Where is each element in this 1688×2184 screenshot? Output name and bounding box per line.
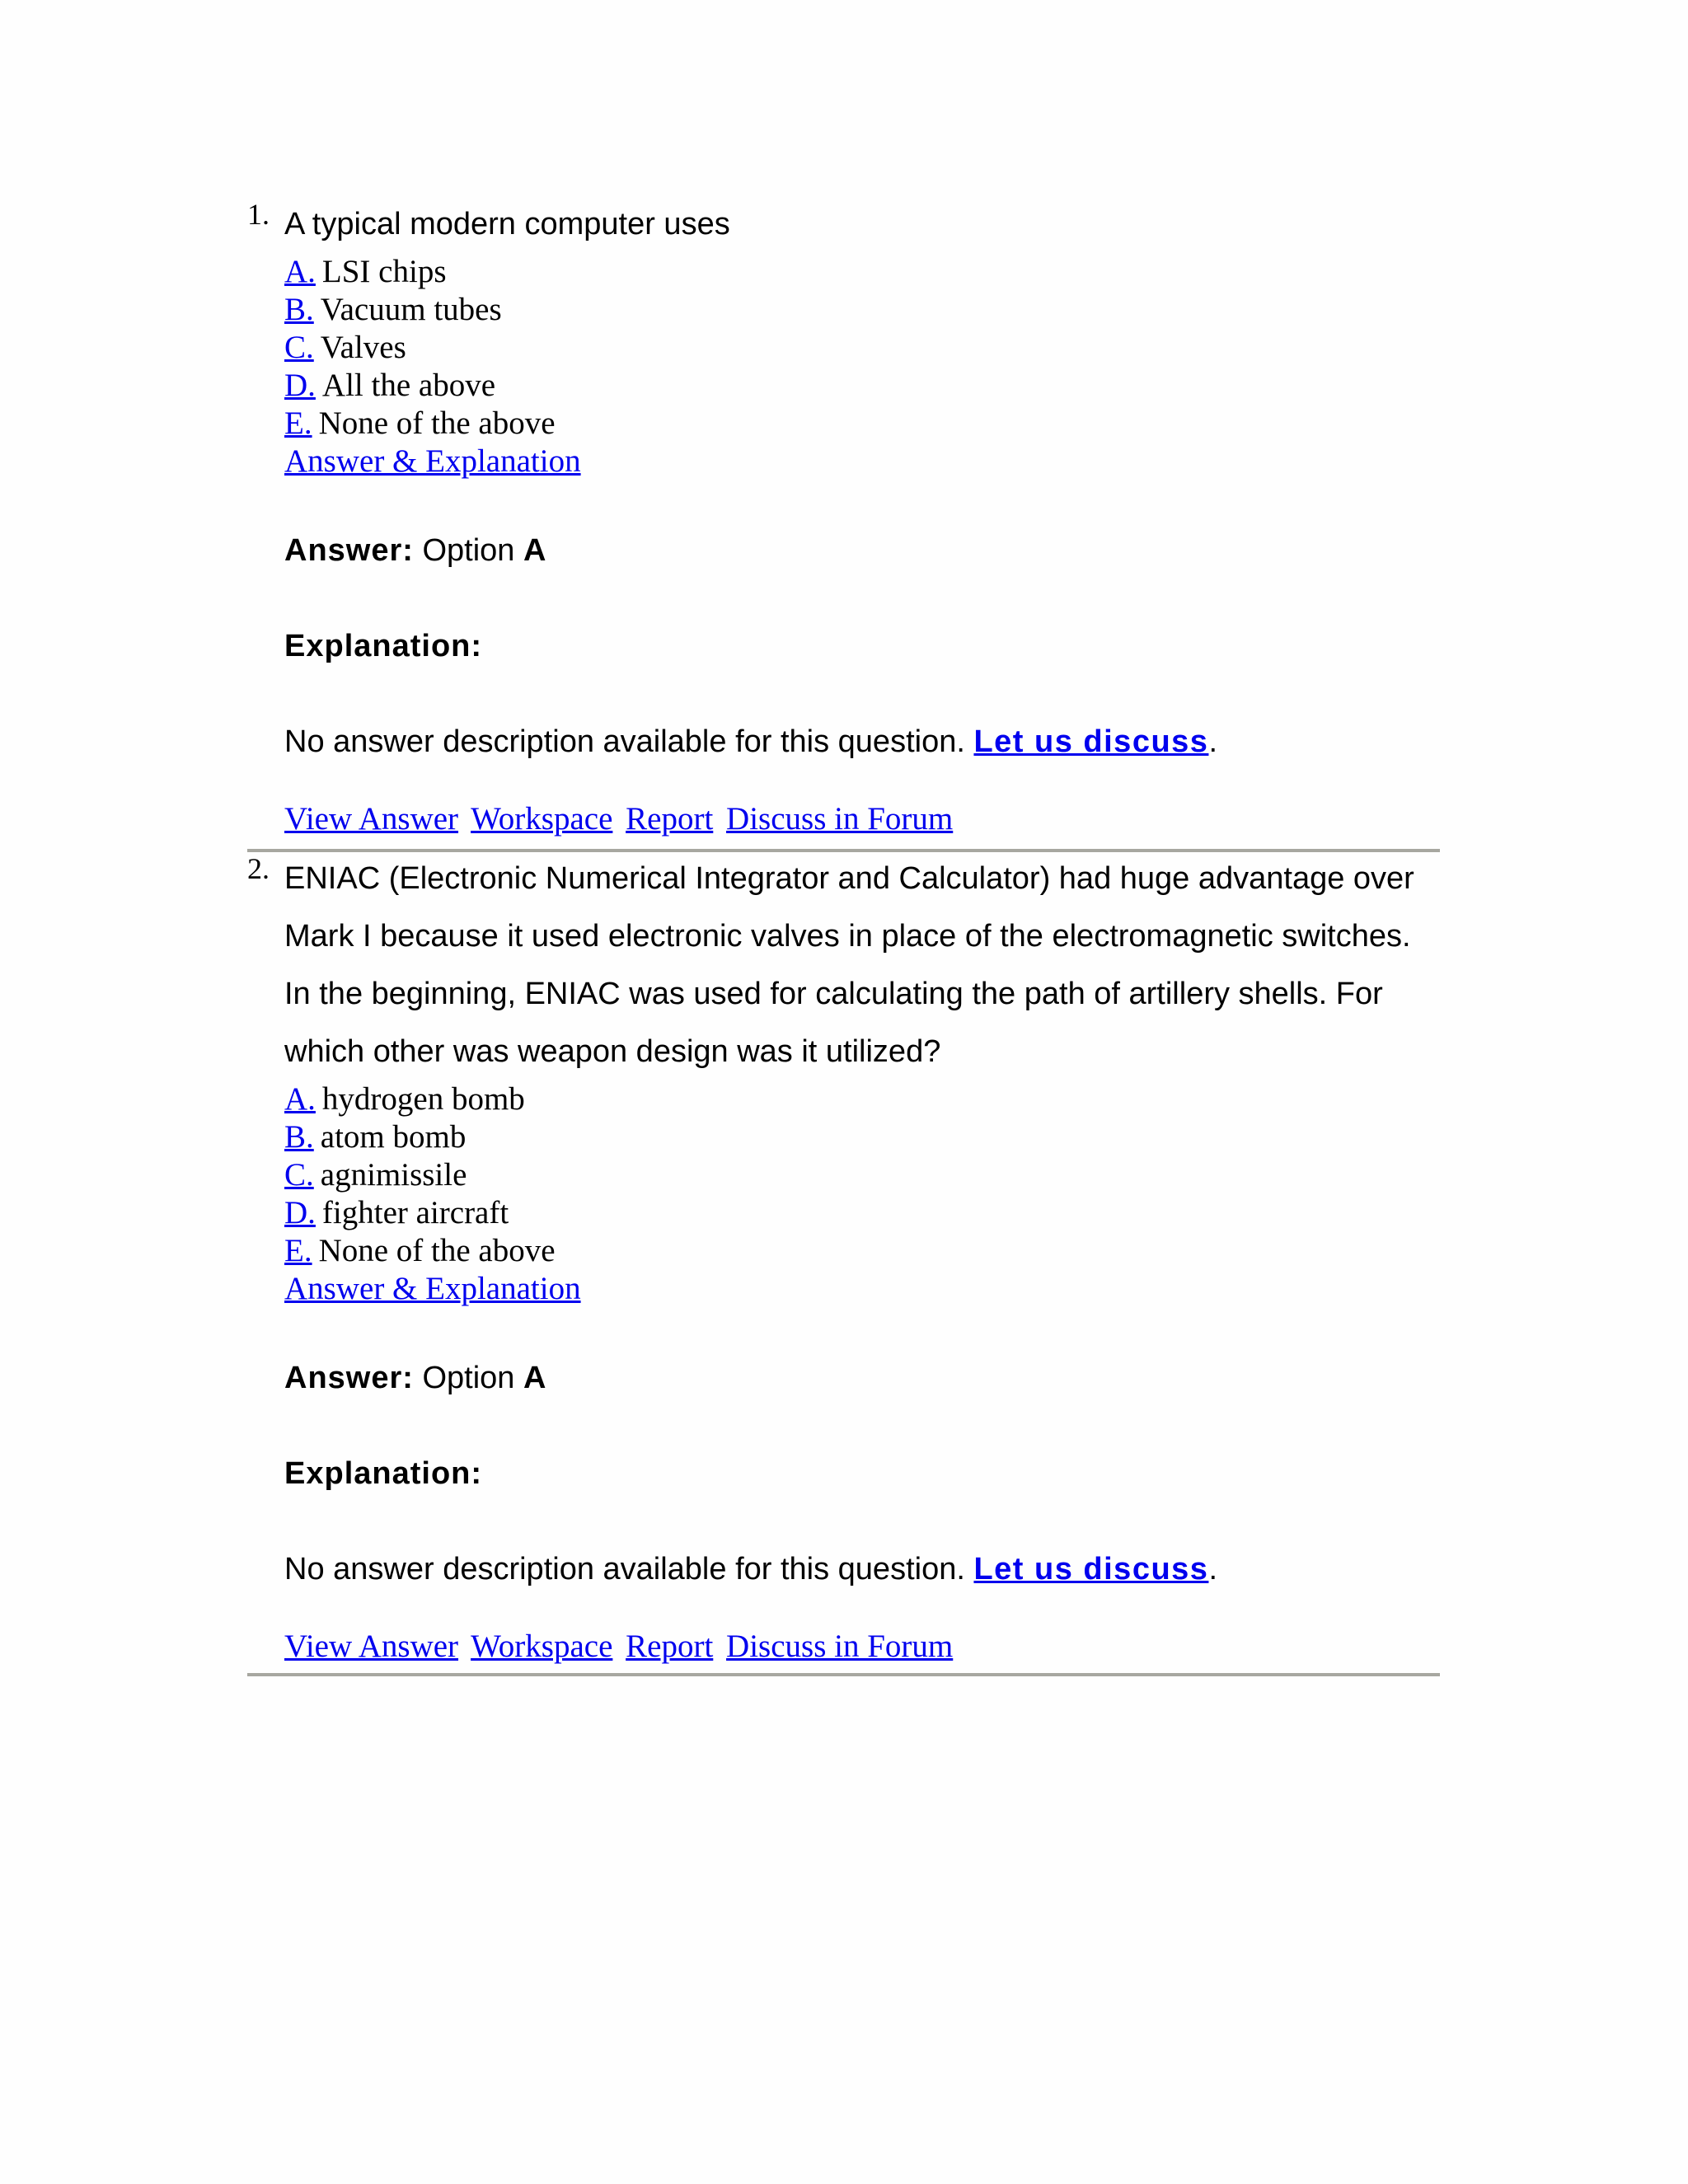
option-d-text: All the above — [321, 368, 496, 403]
answer-line — [284, 532, 1440, 569]
option-b-text: Vacuum tubes — [320, 292, 502, 327]
explanation-line: No answer description available for this question. Let us discuss. — [284, 1552, 1217, 1586]
option-b-link[interactable]: B. — [284, 292, 314, 327]
question-2 — [247, 852, 1440, 1666]
question-body — [284, 195, 1440, 838]
let-us-discuss-link[interactable]: Let us discuss — [973, 724, 1209, 759]
option-c-text: Valves — [320, 330, 406, 365]
answer-value: A — [523, 533, 547, 568]
answer-label: Answer: — [284, 533, 414, 568]
option-e-link[interactable]: E. — [284, 405, 312, 441]
option-c-text: agnimissile — [320, 1157, 467, 1193]
divider — [247, 1673, 1440, 1676]
option-a-link[interactable]: A. — [284, 1081, 316, 1117]
question-number: 1. — [247, 198, 270, 231]
option-a — [284, 1080, 1440, 1118]
option-a-text: hydrogen bomb — [321, 1081, 525, 1117]
option-e — [284, 1232, 1440, 1270]
workspace-link[interactable]: Workspace — [471, 801, 613, 837]
option-e — [284, 405, 1440, 443]
answer-explanation-link[interactable]: Answer & Explanation — [284, 443, 581, 479]
question-text: ENIAC (Electronic Numerical Integrator and Calculator) had huge advantage over Mark I because it used electronic valves in place of the electromagnetic switches. In the beginning, ENIAC was used for calculating the path of artillery shells. For which other was weapon design was it utilized? — [284, 861, 1414, 1069]
option-b-link[interactable]: B. — [284, 1119, 314, 1155]
option-b-text: atom bomb — [320, 1119, 467, 1155]
option-c — [284, 1156, 1440, 1194]
option-b — [284, 1118, 1440, 1156]
option-c-link[interactable]: C. — [284, 330, 314, 365]
explanation-line: No answer description available for this question. Let us discuss. — [284, 724, 1217, 759]
option-c — [284, 329, 1440, 367]
option-list — [284, 1080, 1440, 1270]
discuss-in-forum-link[interactable]: Discuss in Forum — [726, 1629, 954, 1664]
answer-explanation-link[interactable]: Answer & Explanation — [284, 1271, 581, 1306]
workspace-link[interactable]: Workspace — [471, 1629, 613, 1664]
answer-prefix: Option — [422, 1361, 515, 1395]
option-b — [284, 291, 1440, 329]
option-d — [284, 1194, 1440, 1232]
option-a — [284, 253, 1440, 291]
question-text: A typical modern computer uses — [284, 207, 730, 241]
option-d-text: fighter aircraft — [321, 1195, 509, 1230]
option-d-link[interactable]: D. — [284, 368, 316, 403]
answer-label: Answer: — [284, 1361, 414, 1395]
let-us-discuss-link[interactable]: Let us discuss — [973, 1552, 1209, 1586]
option-e-link[interactable]: E. — [284, 1233, 312, 1268]
question-footer — [284, 1628, 1440, 1666]
answer-prefix: Option — [422, 533, 515, 568]
discuss-in-forum-link[interactable]: Discuss in Forum — [726, 801, 954, 837]
view-answer-link[interactable]: View Answer — [284, 801, 459, 837]
option-e-text: None of the above — [318, 405, 556, 441]
option-d — [284, 367, 1440, 405]
option-d-link[interactable]: D. — [284, 1195, 316, 1230]
option-list — [284, 253, 1440, 443]
explanation-label: Explanation: — [284, 629, 483, 663]
question-number: 2. — [247, 852, 270, 885]
explanation-text: No answer description available for this question. — [284, 724, 965, 759]
option-a-link[interactable]: A. — [284, 254, 316, 289]
explanation-text: No answer description available for this question. — [284, 1552, 965, 1586]
report-link[interactable]: Report — [626, 801, 714, 837]
answer-value: A — [523, 1361, 547, 1395]
explanation-label: Explanation: — [284, 1456, 483, 1491]
question-footer — [284, 800, 1440, 838]
question-body — [284, 850, 1440, 1666]
option-c-link[interactable]: C. — [284, 1157, 314, 1193]
view-answer-link[interactable]: View Answer — [284, 1629, 459, 1664]
answer-line — [284, 1359, 1440, 1397]
option-a-text: LSI chips — [321, 254, 447, 289]
option-e-text: None of the above — [318, 1233, 556, 1268]
question-1 — [247, 198, 1440, 838]
report-link[interactable]: Report — [626, 1629, 714, 1664]
